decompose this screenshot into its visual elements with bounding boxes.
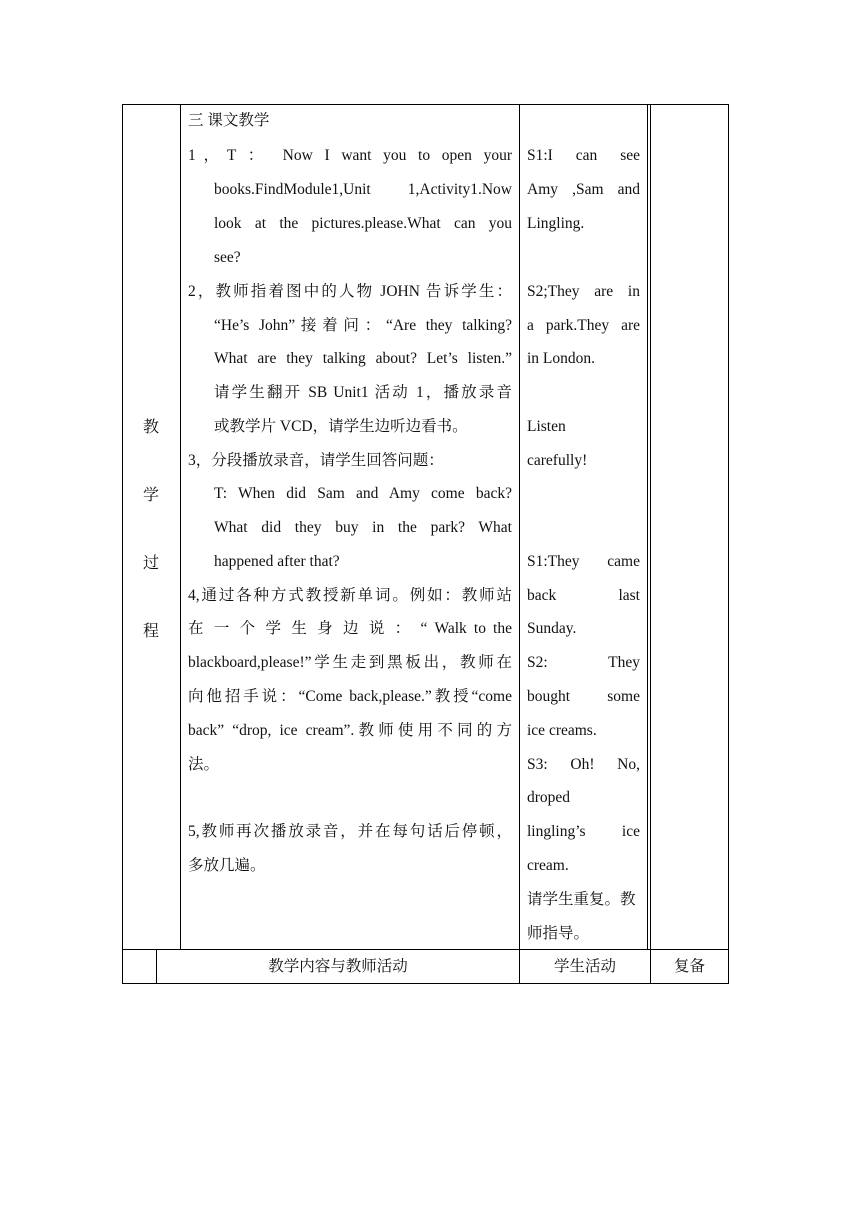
student-line: Lingling. <box>527 215 585 232</box>
teacher-line: 向他招手说：“Come back,please.”教授“come <box>188 688 512 705</box>
col-divider-teacher <box>519 104 520 984</box>
student-line: droped <box>527 789 571 806</box>
teacher-line: 3，分段播放录音，请学生回答问题： <box>188 452 444 469</box>
student-line: back last <box>527 587 640 604</box>
section-title: 三 课文教学 <box>188 112 270 129</box>
teacher-line: back” “drop, ice cream”.教师使用不同的方 <box>188 722 512 739</box>
student-line: ice creams. <box>527 722 597 739</box>
header-notes: 复备 <box>673 958 705 975</box>
teacher-line: 或教学片 VCD，请学生边听边看书。 <box>214 418 468 435</box>
teacher-line: What are they talking about? Let’s listen.” <box>214 350 512 367</box>
teacher-line: “He’s John”接着问：“Are they talking? <box>214 317 512 334</box>
teacher-line: 5,教师再次播放录音，并在每句话后停顿， <box>188 823 512 840</box>
teacher-line: 法。 <box>188 756 220 773</box>
col-divider-student-a <box>647 104 648 950</box>
student-line: cream. <box>527 857 569 874</box>
student-line: Listen <box>527 418 566 435</box>
teacher-line: 多放几遍。 <box>188 857 266 874</box>
teacher-line: happened after that? <box>214 553 340 570</box>
student-line: S1:I can see <box>527 147 640 164</box>
teacher-line: 4,通过各种方式教授新单词。例如：教师站 <box>188 587 512 604</box>
teacher-line: 2，教师指着图中的人物 JOHN 告诉学生： <box>188 283 512 300</box>
student-line: lingling’s ice <box>527 823 640 840</box>
teacher-line: 1，T ： Now I want you to open your <box>188 147 512 164</box>
teacher-line: books.FindModule1,Unit 1,Activity1.Now <box>214 181 512 198</box>
teacher-line: see? <box>214 249 241 266</box>
student-line: carefully! <box>527 452 588 469</box>
table-left-border <box>122 104 123 984</box>
student-line: S2: They <box>527 654 640 671</box>
header-student-activity: 学生活动 <box>553 958 616 975</box>
student-line: 请学生重复。教 <box>527 891 636 908</box>
teacher-line: T: When did Sam and Amy come back? <box>214 485 512 502</box>
teacher-line: 在 一 个 学 生 身 边 说 ： “ Walk to the <box>188 620 512 637</box>
side-label-char: 教 <box>142 419 159 436</box>
side-label-char: 学 <box>142 487 159 504</box>
student-line: S1:They came <box>527 553 640 570</box>
teacher-line: 请学生翻开 SB Unit1 活动 1，播放录音 <box>214 384 512 401</box>
teacher-line: What did they buy in the park? What <box>214 519 512 536</box>
student-line: in London. <box>527 350 596 367</box>
col-divider-student-b <box>650 104 651 984</box>
student-line: S2;They are in <box>527 283 640 300</box>
teacher-line: blackboard,please!”学生走到黑板出，教师在 <box>188 654 512 671</box>
table-bottom-border <box>122 983 729 984</box>
student-line: S3: Oh! No, <box>527 756 640 773</box>
table-right-border <box>728 104 729 984</box>
student-line: bought some <box>527 688 640 705</box>
side-label-char: 过 <box>142 555 159 572</box>
header-teacher-activity: 教学内容与教师活动 <box>268 958 408 975</box>
col-divider-label <box>180 104 181 950</box>
side-label-char: 程 <box>142 623 159 640</box>
student-line: 师指导。 <box>527 925 590 942</box>
teacher-line: look at the pictures.please.What can you <box>214 215 512 232</box>
student-line: a park.They are <box>527 317 640 334</box>
student-line: Amy ,Sam and <box>527 181 640 198</box>
student-line: Sunday. <box>527 620 577 637</box>
